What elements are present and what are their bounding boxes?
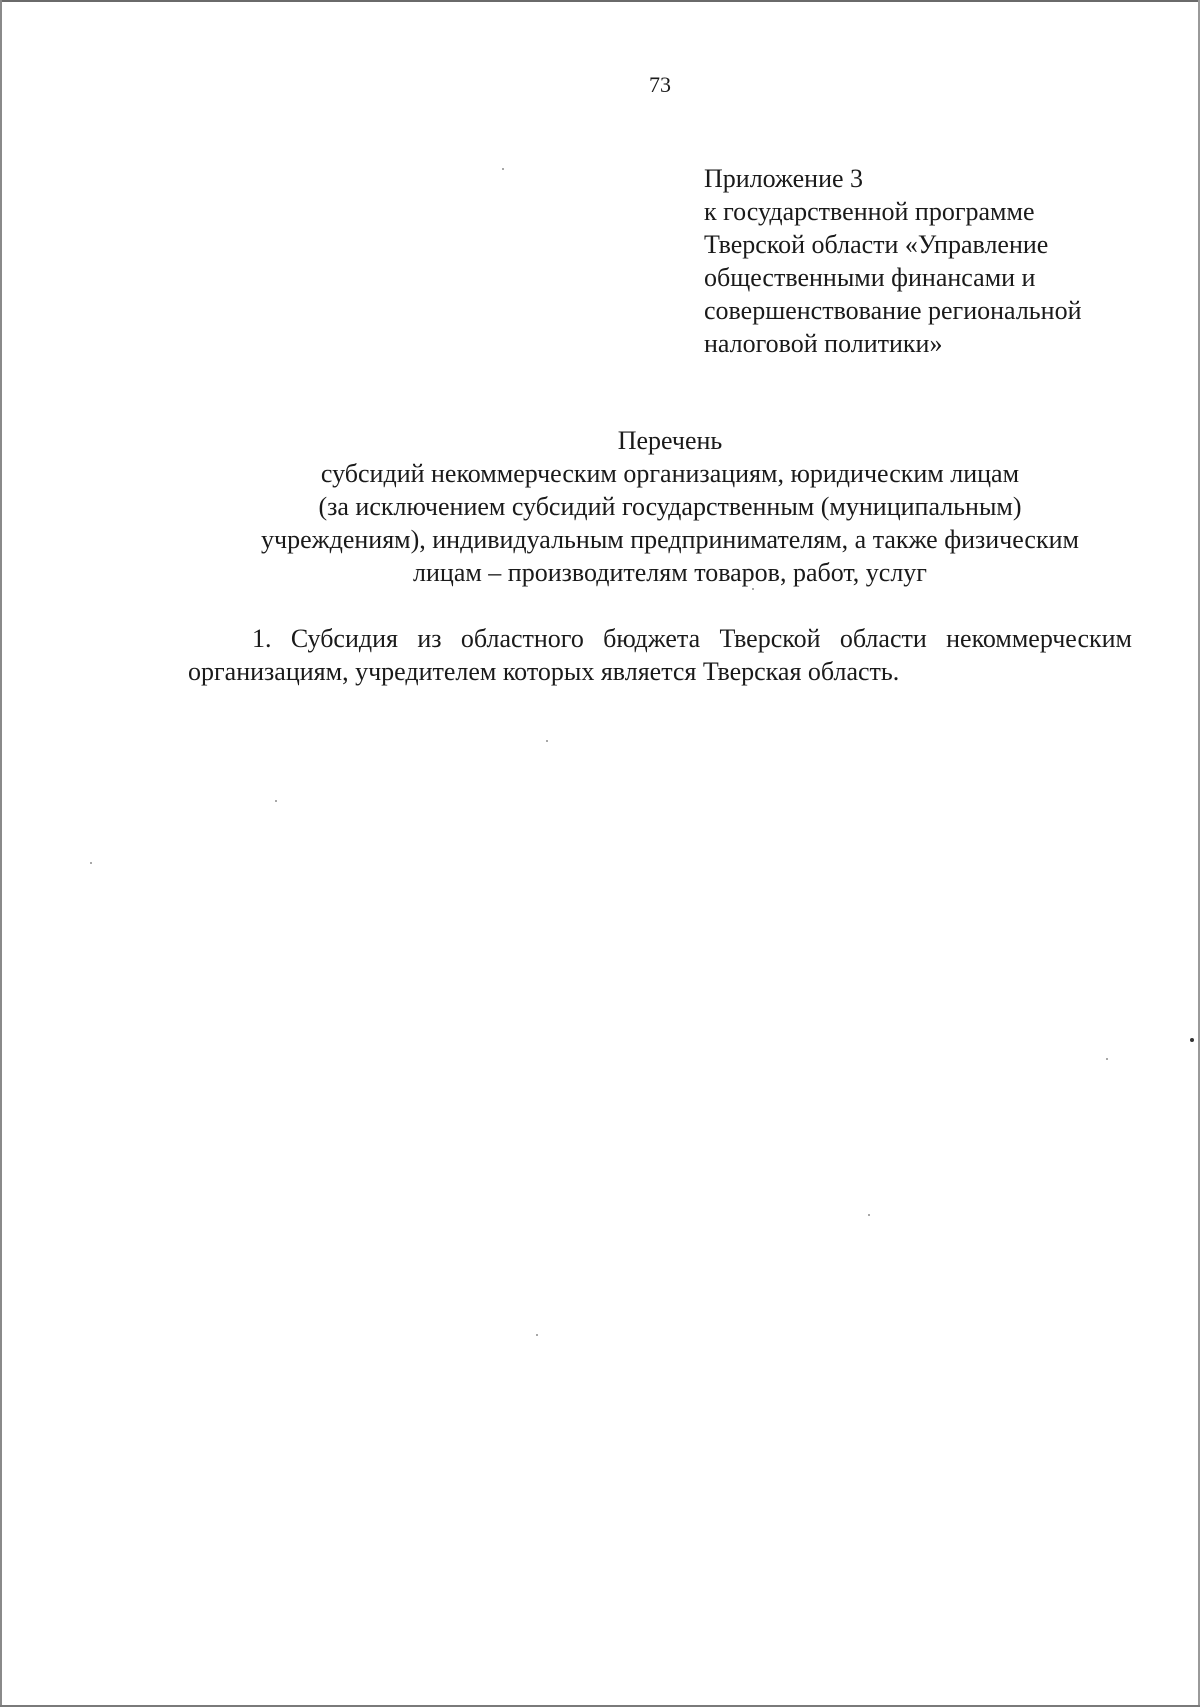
appendix-line: Приложение 3 [704,164,864,193]
scan-speck [275,800,277,802]
scan-speck [868,1214,870,1216]
scan-speck [1106,1058,1108,1060]
body-paragraph [188,622,1132,688]
scan-speck [546,740,548,742]
heading-line: учреждениям), индивидуальным предпринимателям, а также физическим [261,525,1079,554]
appendix-line: Тверской области «Управление [704,230,1049,259]
appendix-line: общественными финансами и [704,263,1036,292]
scan-edge-left [0,0,2,1707]
scan-speck [1190,1038,1194,1042]
page-number-text: 73 [649,72,671,97]
appendix-note [704,162,1184,360]
scan-speck [536,1334,538,1336]
heading-title: Перечень [617,426,723,455]
heading-line: лицам – производителям товаров, работ, услуг [413,558,927,587]
appendix-line: к государственной программе [704,197,1035,226]
scan-speck [502,168,504,170]
page-number [0,72,1200,98]
scan-speck [90,862,92,864]
heading-line: субсидий некоммерческим организациям, юридическим лицам [320,459,1020,488]
paragraph-line: 1. Субсидия из областного бюджета Тверской области некоммерческим [252,624,1132,653]
heading-line: (за исключением субсидий государственным (муниципальным) [318,492,1022,521]
appendix-line: налоговой политики» [704,329,943,358]
appendix-line: совершенствование региональной [704,296,1082,325]
paragraph-line: организациям, учредителем которых является Тверская область. [188,657,900,686]
scan-edge-top [0,0,1200,2]
document-heading [190,424,1150,589]
